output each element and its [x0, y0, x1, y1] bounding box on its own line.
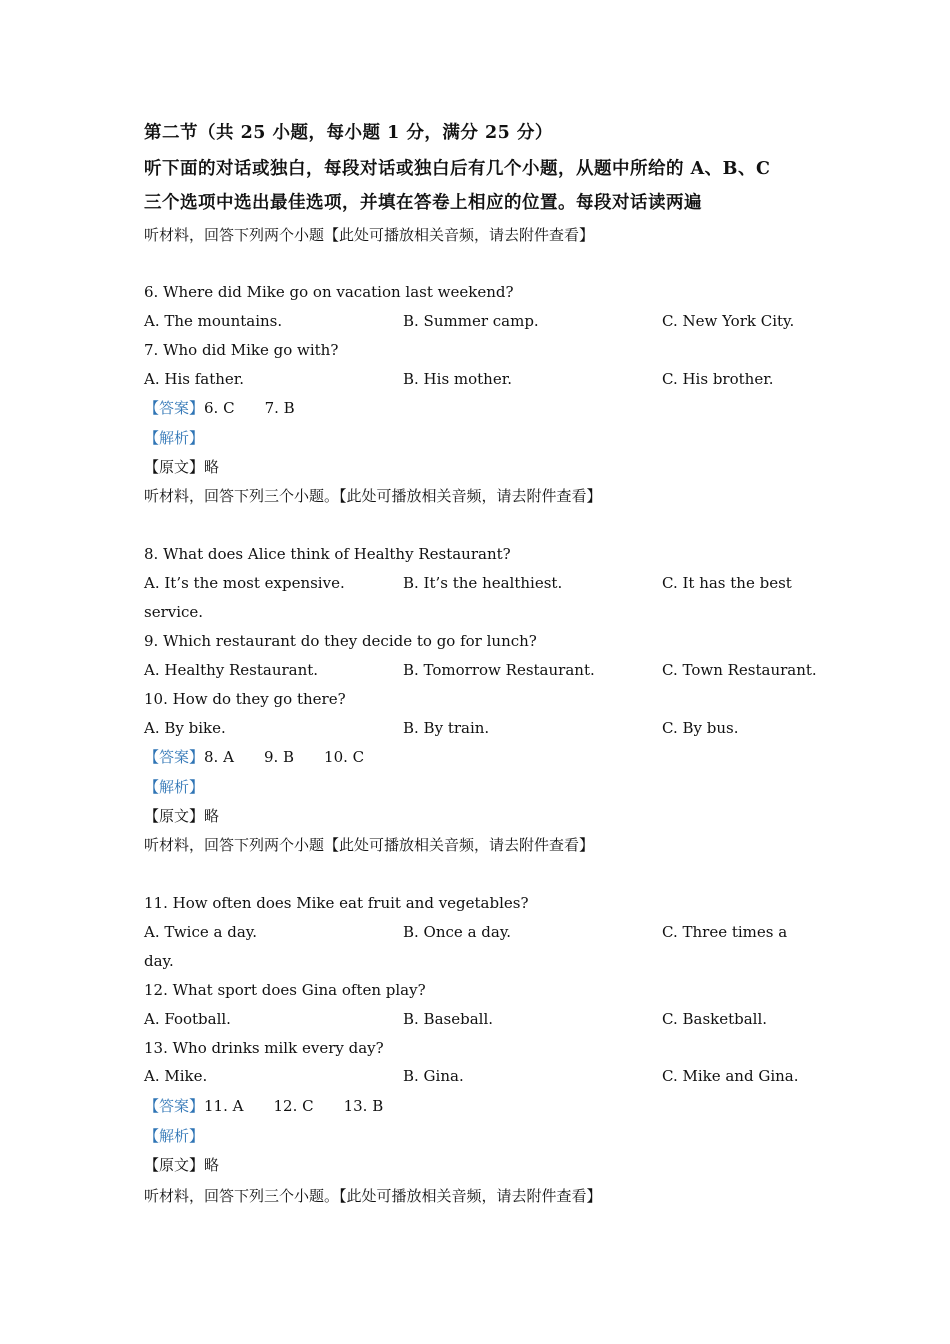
- question-13-option-c: C. Mike and Gina.: [662, 1067, 799, 1085]
- answer-line: [144, 747, 364, 767]
- question-11: 11. How often does Mike eat fruit and vegetables?: [144, 894, 529, 912]
- original-text-label: 【原文】略: [144, 1156, 220, 1174]
- question-12-option-b: B. Baseball.: [403, 1010, 494, 1028]
- answer-value: 7. B: [264, 399, 295, 417]
- answer-value: 12. C: [273, 1097, 314, 1115]
- answer-value: 11. A: [204, 1097, 244, 1115]
- answer-value: 9. B: [263, 748, 295, 766]
- question-11-option-a: A. Twice a day.: [144, 923, 258, 941]
- analysis-label: 【解析】: [144, 778, 205, 796]
- question-9: 9. Which restaurant do they decide to go for lunch?: [144, 632, 537, 650]
- question-11-option-b: B. Once a day.: [403, 923, 512, 941]
- answer-label: 【答案】: [144, 748, 205, 766]
- answer-value: 6. C: [204, 399, 235, 417]
- answer-line: [144, 398, 295, 418]
- question-12: 12. What sport does Gina often play?: [144, 981, 426, 999]
- answer-value: 13. B: [343, 1097, 384, 1115]
- analysis-label: 【解析】: [144, 429, 205, 447]
- question-6-option-c: C. New York City.: [662, 312, 795, 330]
- question-9-option-a: A. Healthy Restaurant.: [144, 661, 319, 679]
- answer-label: 【答案】: [144, 399, 205, 417]
- original-text-label: 【原文】略: [144, 458, 220, 476]
- answer-value: 10. C: [324, 748, 365, 766]
- question-8: 8. What does Alice think of Healthy Restaurant?: [144, 545, 511, 563]
- question-12-option-a: A. Football.: [144, 1010, 231, 1028]
- question-13-option-a: A. Mike.: [144, 1067, 208, 1085]
- question-9-option-c: C. Town Restaurant.: [662, 661, 817, 679]
- answer-value: 8. A: [204, 748, 234, 766]
- group2-intro: 听材料，回答下列三个小题。【此处可播放相关音频，请去附件查看】: [144, 487, 602, 505]
- analysis-label: 【解析】: [144, 1127, 205, 1145]
- question-13-option-b: B. Gina.: [403, 1067, 464, 1085]
- question-9-option-b: B. Tomorrow Restaurant.: [403, 661, 595, 679]
- question-11-option-c: C. Three times a: [662, 923, 788, 941]
- question-10-option-c: C. By bus.: [662, 719, 739, 737]
- group1-intro: 听材料，回答下列两个小题【此处可播放相关音频，请去附件查看】: [144, 226, 595, 244]
- question-8-option-c: C. It has the best: [662, 574, 792, 592]
- instruction-line-2: 三个选项中选出最佳选项，并填在答卷上相应的位置。每段对话读两遍: [144, 193, 702, 213]
- question-7-option-b: B. His mother.: [403, 370, 513, 388]
- question-7-option-c: C. His brother.: [662, 370, 774, 388]
- question-11-option-c-wrap: day.: [144, 952, 174, 970]
- question-6-option-a: A. The mountains.: [144, 312, 283, 330]
- question-10-option-b: B. By train.: [403, 719, 490, 737]
- question-7-option-a: A. His father.: [144, 370, 245, 388]
- original-text-label: 【原文】略: [144, 807, 220, 825]
- question-8-option-c-wrap: service.: [144, 603, 204, 621]
- question-10: 10. How do they go there?: [144, 690, 346, 708]
- group4-intro: 听材料，回答下列三个小题。【此处可播放相关音频，请去附件查看】: [144, 1187, 602, 1205]
- question-10-option-a: A. By bike.: [144, 719, 226, 737]
- question-8-option-b: B. It’s the healthiest.: [403, 574, 563, 592]
- answer-label: 【答案】: [144, 1097, 205, 1115]
- instruction-line-1: 听下面的对话或独白，每段对话或独白后有几个小题，从题中所给的 A、B、C: [144, 159, 771, 179]
- question-13: 13. Who drinks milk every day?: [144, 1039, 384, 1057]
- section-title: 第二节（共 25 小题，每小题 1 分，满分 25 分）: [144, 123, 553, 143]
- question-6: 6. Where did Mike go on vacation last weekend?: [144, 283, 514, 301]
- question-6-option-b: B. Summer camp.: [403, 312, 539, 330]
- question-12-option-c: C. Basketball.: [662, 1010, 768, 1028]
- group3-intro: 听材料，回答下列两个小题【此处可播放相关音频，请去附件查看】: [144, 836, 595, 854]
- answer-line: [144, 1096, 383, 1116]
- question-7: 7. Who did Mike go with?: [144, 341, 339, 359]
- question-8-option-a: A. It’s the most expensive.: [144, 574, 345, 592]
